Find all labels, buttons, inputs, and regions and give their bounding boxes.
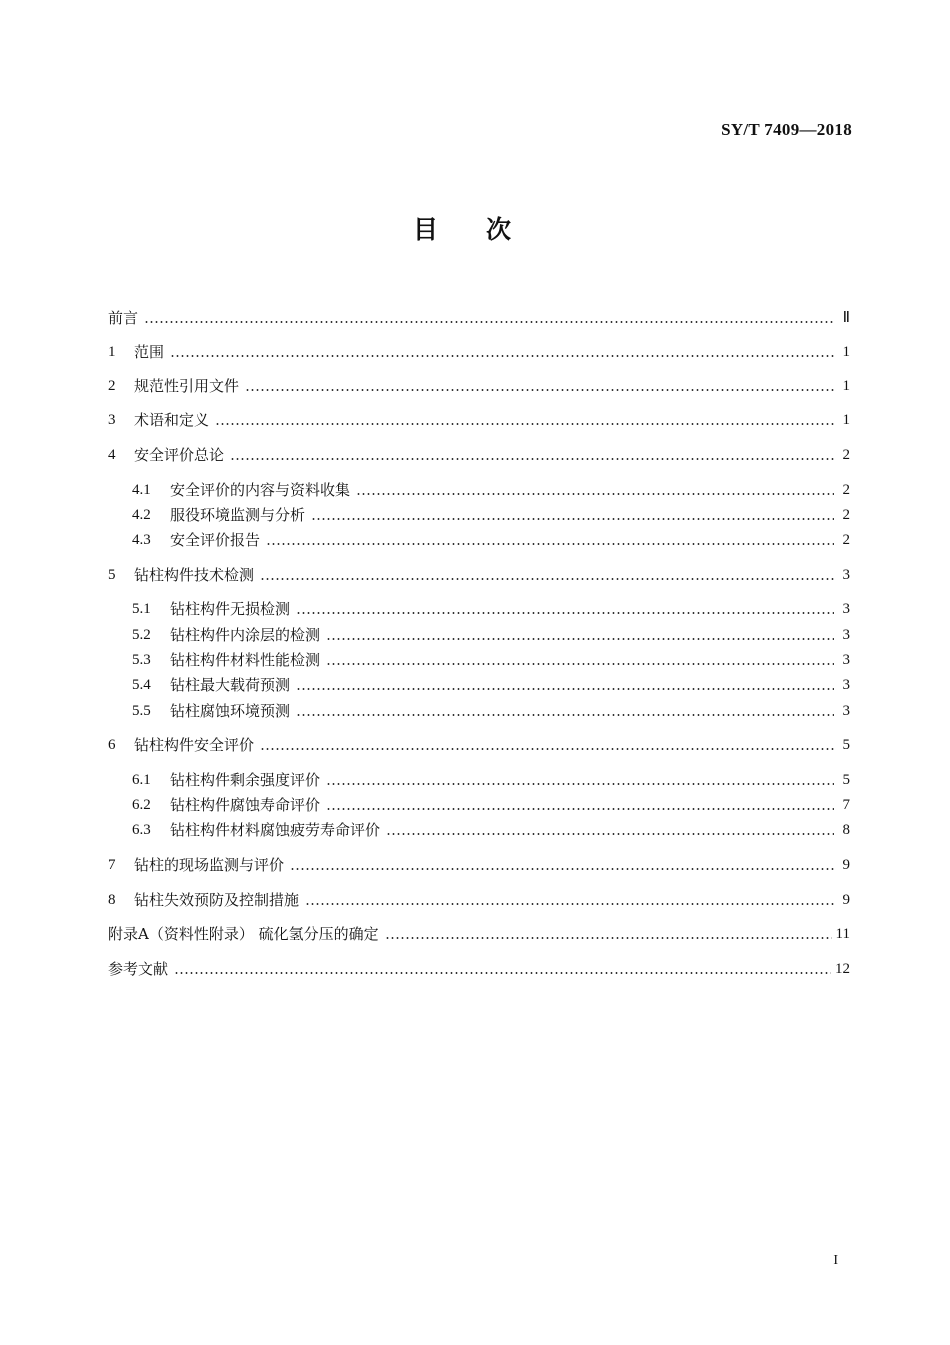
toc-entry-number: 4.2 — [132, 507, 151, 523]
toc-entry[interactable] — [108, 851, 850, 875]
toc-entry-label: 安全评价总论 — [134, 446, 225, 464]
toc-entry[interactable] — [132, 501, 850, 525]
toc-entry-page: 1 — [842, 412, 850, 428]
toc-entry[interactable] — [108, 372, 850, 396]
toc-entry[interactable] — [132, 526, 850, 550]
toc-entry-number: 6.3 — [132, 822, 151, 838]
toc-entry-page: 2 — [842, 482, 850, 498]
toc-entry-label: 参考文献 — [108, 960, 169, 978]
toc-dot-leader — [290, 868, 834, 870]
toc-entry[interactable] — [108, 920, 850, 944]
toc-entry[interactable] — [108, 406, 850, 430]
toc-entry-label: 规范性引用文件 — [134, 377, 240, 395]
toc-entry-label: 钻柱的现场监测与评价 — [134, 856, 285, 874]
toc-entry-page: 9 — [842, 892, 850, 908]
toc-dot-leader — [144, 321, 834, 323]
toc-entry-label: 安全评价的内容与资料收集 — [170, 481, 351, 499]
toc-entry-label: 钻柱腐蚀环境预测 — [170, 702, 291, 720]
toc-entry[interactable] — [132, 646, 850, 670]
toc-entry-label: 钻柱构件腐蚀寿命评价 — [170, 796, 321, 814]
page-title: 目次 — [412, 215, 559, 244]
toc-entry[interactable] — [132, 595, 850, 619]
toc-entry[interactable] — [132, 621, 850, 645]
toc-entry-page: 1 — [842, 344, 850, 360]
toc-entry[interactable] — [132, 697, 850, 721]
toc-entry-label: 钻柱构件材料性能检测 — [170, 651, 321, 669]
toc-entry-label: 钻柱最大载荷预测 — [170, 676, 291, 694]
toc-entry[interactable] — [132, 766, 850, 790]
toc-entry-label: 钻柱构件内涂层的检测 — [170, 626, 321, 644]
toc-entry-page: 8 — [842, 822, 850, 838]
toc-entry[interactable] — [108, 338, 850, 362]
toc-entry-number: 4 — [108, 447, 116, 463]
toc-dot-leader — [245, 389, 834, 391]
toc-entry-number: 5.3 — [132, 652, 151, 668]
toc-entry-page: 3 — [842, 567, 850, 583]
toc-entry-label: 范围 — [134, 343, 165, 361]
toc-entry-number: 5 — [108, 567, 116, 583]
toc-entry-number: 5.5 — [132, 703, 151, 719]
toc-dot-leader — [296, 714, 834, 716]
toc-entry-number: 6.1 — [132, 772, 151, 788]
toc-entry[interactable] — [108, 955, 850, 979]
toc-entry[interactable] — [108, 886, 850, 910]
toc-entry[interactable] — [132, 671, 850, 695]
toc-entry-page: 5 — [842, 772, 850, 788]
toc-dot-leader — [170, 355, 834, 357]
toc-entry[interactable] — [132, 791, 850, 815]
toc-dot-leader — [296, 612, 834, 614]
toc-entry-number: 6.2 — [132, 797, 151, 813]
toc-entry-label: 安全评价报告 — [170, 531, 261, 549]
toc-entry[interactable] — [108, 441, 850, 465]
toc-entry-page: 3 — [842, 601, 850, 617]
toc-entry-number: 2 — [108, 378, 116, 394]
toc-entry-label: 钻柱构件材料腐蚀疲劳寿命评价 — [170, 821, 381, 839]
toc-entry-page: 11 — [835, 926, 850, 942]
toc-entry-label: 钻柱构件剩余强度评价 — [170, 771, 321, 789]
toc-entry-label: 前言 — [108, 309, 139, 327]
toc-entry-number: 5.2 — [132, 627, 151, 643]
toc-dot-leader — [215, 423, 834, 425]
toc-dot-leader — [386, 833, 834, 835]
toc-entry-page: 5 — [842, 737, 850, 753]
toc-dot-leader — [326, 663, 834, 665]
toc-entry-number: 6 — [108, 737, 116, 753]
toc-dot-leader — [260, 578, 834, 580]
page-folio: I — [833, 1253, 838, 1268]
toc-dot-leader — [326, 808, 834, 810]
toc-entry-label: 服役环境监测与分析 — [170, 506, 306, 524]
toc-dot-leader — [174, 972, 831, 974]
toc-entry-number: 8 — [108, 892, 116, 908]
toc-dot-leader — [326, 638, 834, 640]
toc-dot-leader — [266, 543, 834, 545]
toc-entry-page: 3 — [842, 627, 850, 643]
toc-entry-number: 4.3 — [132, 532, 151, 548]
toc-entry-page: 9 — [842, 857, 850, 873]
toc-entry-label: 钻柱构件技术检测 — [134, 566, 255, 584]
toc-dot-leader — [356, 493, 834, 495]
toc-entry[interactable] — [132, 816, 850, 840]
toc-dot-leader — [230, 458, 834, 460]
toc-entry-page: 2 — [842, 532, 850, 548]
toc-entry-label: 钻柱失效预防及控制措施 — [134, 891, 300, 909]
toc-entry[interactable] — [108, 731, 850, 755]
toc-entry-page: 7 — [842, 797, 850, 813]
toc-dot-leader — [305, 903, 834, 905]
toc-entry-number: 7 — [108, 857, 116, 873]
toc-entry-page: 3 — [842, 677, 850, 693]
toc-entry-page: Ⅱ — [842, 310, 850, 326]
toc-dot-leader — [311, 518, 834, 520]
toc-entry-page: 3 — [842, 703, 850, 719]
toc-entry-number: 3 — [108, 412, 116, 428]
standard-code: SY/T 7409—2018 — [721, 120, 852, 139]
toc-entry-page: 1 — [842, 378, 850, 394]
toc-entry-number: 5.1 — [132, 601, 151, 617]
toc-entry-page: 2 — [842, 507, 850, 523]
toc-entry-label: 钻柱构件无损检测 — [170, 600, 291, 618]
toc-dot-leader — [385, 937, 832, 939]
toc-entry-label: 附录A（资料性附录） 硫化氢分压的确定 — [108, 925, 379, 943]
toc-entry-number: 5.4 — [132, 677, 151, 693]
toc-entry-number: 1 — [108, 344, 116, 360]
toc-entry-page: 2 — [842, 447, 850, 463]
toc-entry-label: 术语和定义 — [134, 411, 210, 429]
toc-dot-leader — [326, 783, 834, 785]
toc-dot-leader — [296, 688, 834, 690]
toc-entry-number: 4.1 — [132, 482, 151, 498]
toc-entry-page: 12 — [835, 961, 850, 977]
toc-entry[interactable] — [132, 476, 850, 500]
toc-entry-label: 钻柱构件安全评价 — [134, 736, 255, 754]
toc-entry[interactable] — [108, 561, 850, 585]
toc-entry[interactable] — [108, 304, 850, 328]
toc-entry-page: 3 — [842, 652, 850, 668]
toc-dot-leader — [260, 748, 834, 750]
